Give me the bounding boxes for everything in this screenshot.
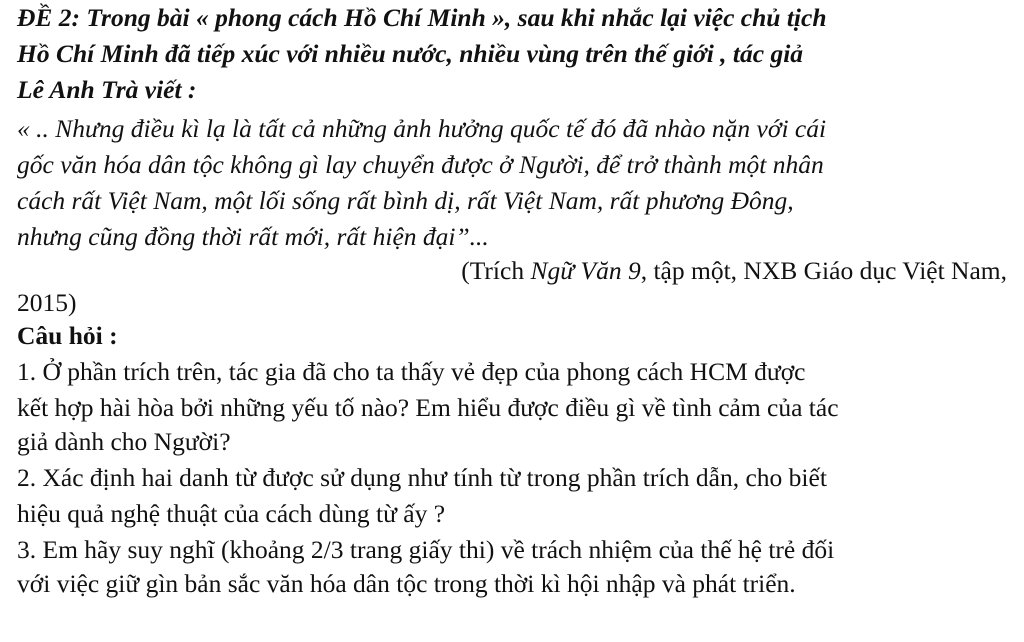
question-line-5: hiệu quả nghệ thuật của cách dùng từ ấy ? bbox=[17, 499, 446, 528]
question-line-2: kết hợp hài hòa bởi những yếu tố nào? Em hiểu được điều gì về tình cảm của tác bbox=[17, 393, 839, 422]
citation-year: 2015) bbox=[17, 288, 77, 317]
question-line-4: 2. Xác định hai danh từ được sử dụng như tính từ trong phần trích dẫn, cho biết bbox=[17, 463, 827, 492]
citation bbox=[461, 255, 1007, 287]
questions-heading: Câu hỏi : bbox=[17, 321, 118, 350]
header-line-1: ĐỀ 2: Trong bài « phong cách Hồ Chí Minh », sau khi nhắc lại việc chủ tịch bbox=[17, 3, 827, 32]
question-line-6: 3. Em hãy suy nghĩ (khoảng 2/3 trang giấy thi) về trách nhiệm của thế hệ trẻ đối bbox=[17, 535, 835, 564]
citation-prefix: (Trích bbox=[461, 256, 531, 285]
quote-line-1: « .. Nhưng điều kì lạ là tất cả những ảnh hưởng quốc tế đó đã nhào nặn với cái bbox=[17, 114, 827, 143]
question-line-1: 1. Ở phần trích trên, tác gia đã cho ta thấy vẻ đẹp của phong cách HCM được bbox=[17, 357, 806, 386]
question-line-3: giả dành cho Người? bbox=[17, 427, 231, 456]
citation-suffix: , tập một, NXB Giáo dục Việt Nam, bbox=[640, 256, 1007, 285]
quote-line-3: cách rất Việt Nam, một lối sống rất bình dị, rất Việt Nam, rất phương Đông, bbox=[17, 186, 794, 215]
header-line-3: Lê Anh Trà viết : bbox=[17, 75, 197, 104]
quote-line-2: gốc văn hóa dân tộc không gì lay chuyển được ở Người, để trở thành một nhân bbox=[17, 150, 824, 179]
question-line-7: với việc giữ gìn bản sắc văn hóa dân tộc trong thời kì hội nhập và phát triển. bbox=[17, 569, 796, 598]
header-line-2: Hồ Chí Minh đã tiếp xúc với nhiều nước, nhiều vùng trên thế giới , tác giả bbox=[17, 39, 804, 68]
quote-line-4: nhưng cũng đồng thời rất mới, rất hiện đại”... bbox=[17, 222, 489, 251]
citation-book: Ngữ Văn 9 bbox=[530, 256, 641, 285]
